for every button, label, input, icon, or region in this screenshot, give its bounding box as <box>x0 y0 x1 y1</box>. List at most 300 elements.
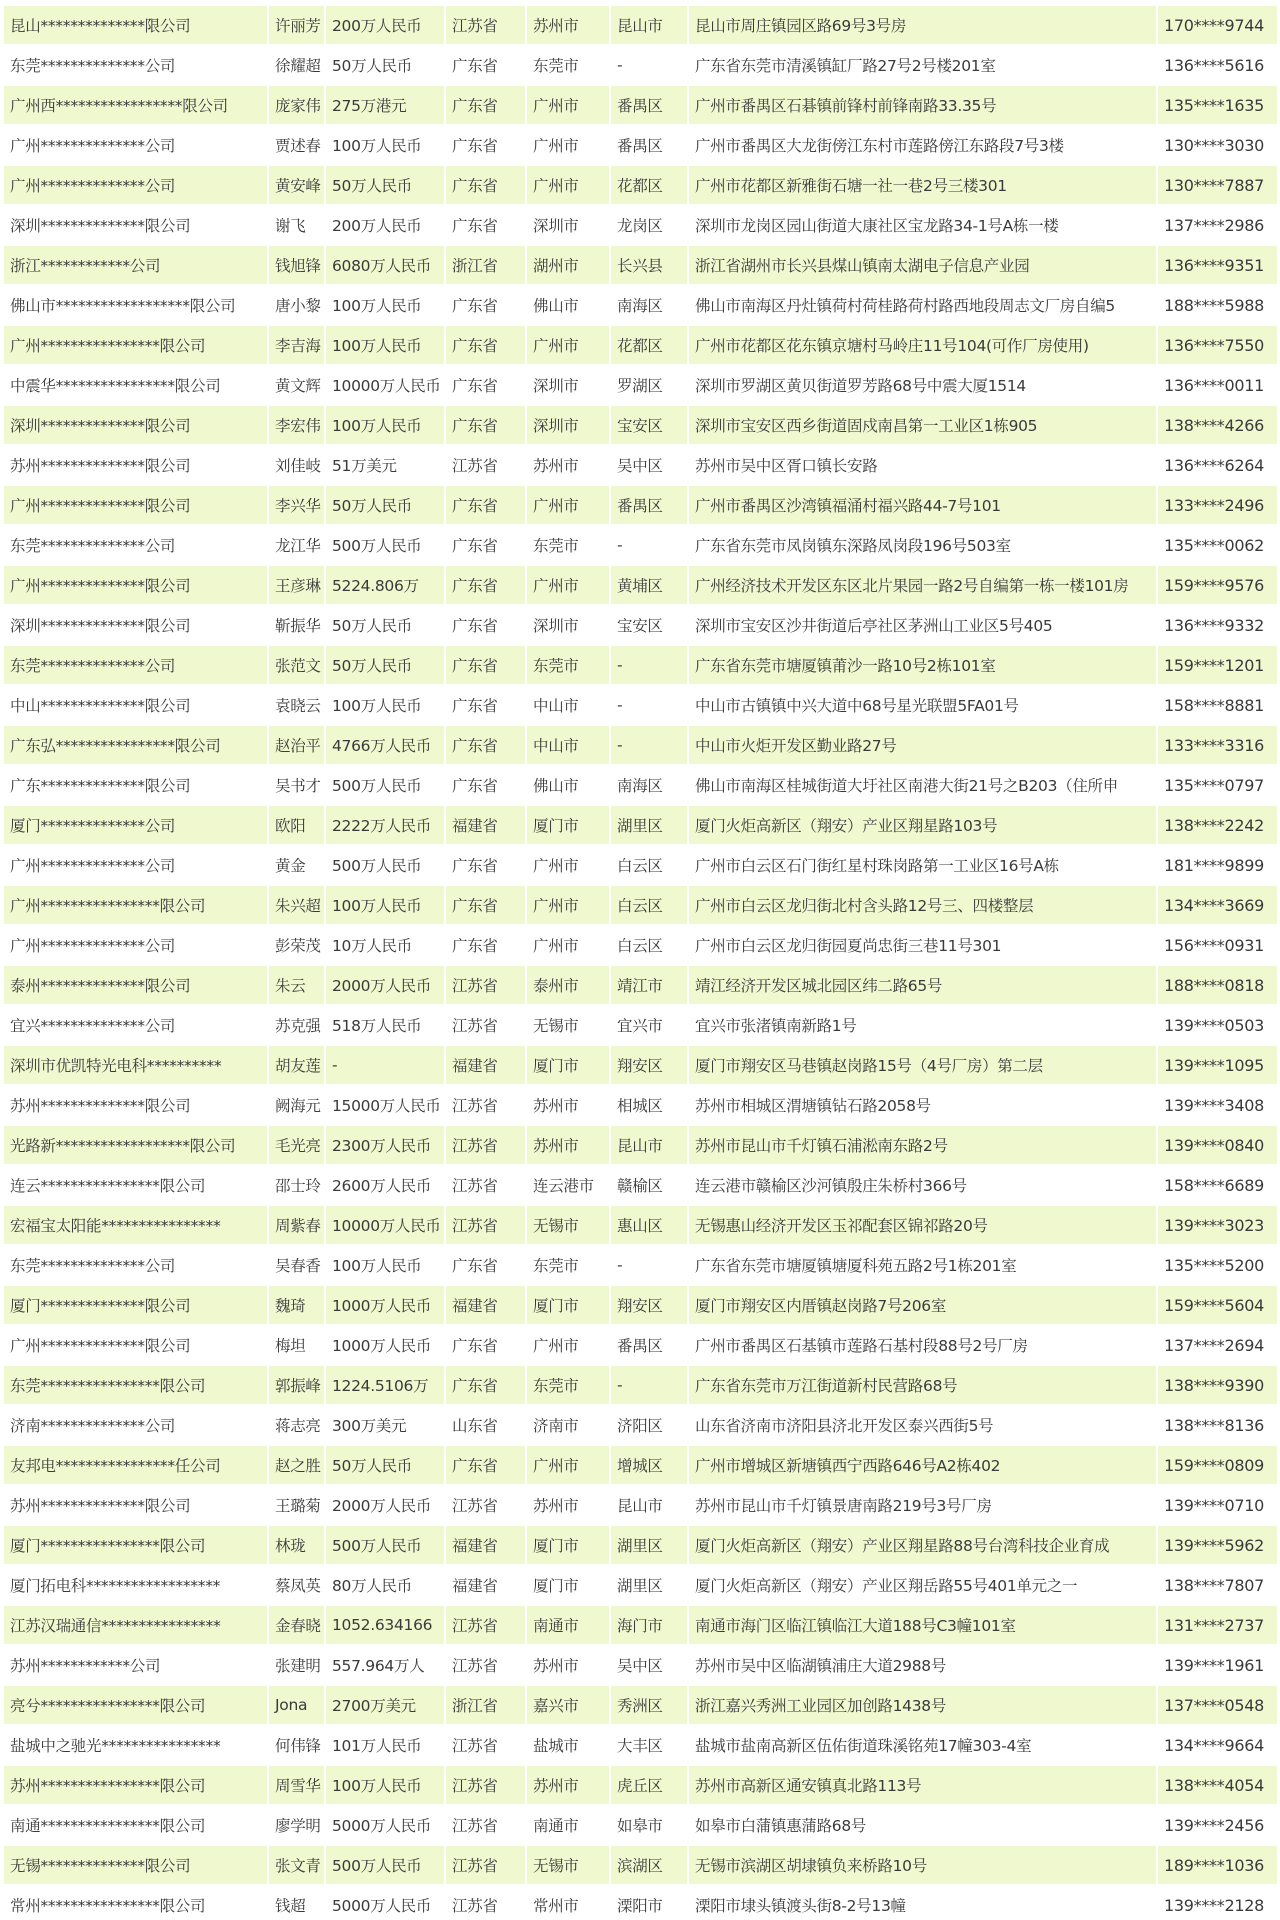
city-cell: 无锡市 <box>527 1006 609 1044</box>
legal-rep-cell: 朱兴超 <box>269 886 324 924</box>
registered-capital-cell: 5000万人民币 <box>326 1886 444 1920</box>
phone-cell: 136****6264 <box>1158 446 1277 484</box>
registered-capital-cell: 1000万人民币 <box>326 1326 444 1364</box>
address-cell: 宜兴市张渚镇南新路1号 <box>689 1006 1156 1044</box>
legal-rep-cell: 赵之胜 <box>269 1446 324 1484</box>
table-row <box>4 86 1277 124</box>
company-name-cell: 广州**************公司 <box>4 846 267 884</box>
city-cell: 深圳市 <box>527 606 609 644</box>
registered-capital-cell: 1052.634166 <box>326 1606 444 1644</box>
company-name-cell: 济南**************公司 <box>4 1406 267 1444</box>
address-cell: 广州市白云区石门街红星村珠岗路第一工业区16号A栋 <box>689 846 1156 884</box>
table-row <box>4 1766 1277 1804</box>
legal-rep-cell: 钱超 <box>269 1886 324 1920</box>
registered-capital-cell: 50万人民币 <box>326 486 444 524</box>
phone-cell: 135****0797 <box>1158 766 1277 804</box>
company-name-cell: 东莞**************公司 <box>4 646 267 684</box>
phone-cell: 159****0809 <box>1158 1446 1277 1484</box>
phone-cell: 136****9351 <box>1158 246 1277 284</box>
legal-rep-cell: 庞家伟 <box>269 86 324 124</box>
legal-rep-cell: 周紫春 <box>269 1206 324 1244</box>
address-cell: 广东省东莞市凤岗镇东深路凤岗段196号503室 <box>689 526 1156 564</box>
city-cell: 苏州市 <box>527 1646 609 1684</box>
legal-rep-cell: 贾述春 <box>269 126 324 164</box>
address-cell: 苏州市相城区渭塘镇钻石路2058号 <box>689 1086 1156 1124</box>
phone-cell: 135****0062 <box>1158 526 1277 564</box>
legal-rep-cell: 李兴华 <box>269 486 324 524</box>
table-row <box>4 1446 1277 1484</box>
phone-cell: 139****0710 <box>1158 1486 1277 1524</box>
legal-rep-cell: 欧阳 <box>269 806 324 844</box>
registered-capital-cell: 50万人民币 <box>326 606 444 644</box>
phone-cell: 139****3023 <box>1158 1206 1277 1244</box>
registered-capital-cell: 2000万人民币 <box>326 966 444 1004</box>
district-cell: 长兴县 <box>611 246 687 284</box>
legal-rep-cell: 许丽芳 <box>269 6 324 44</box>
city-cell: 苏州市 <box>527 1486 609 1524</box>
address-cell: 广州市番禺区沙湾镇福涌村福兴路44-7号101 <box>689 486 1156 524</box>
district-cell: 溧阳市 <box>611 1886 687 1920</box>
legal-rep-cell: 张范文 <box>269 646 324 684</box>
table-row <box>4 606 1277 644</box>
city-cell: 广州市 <box>527 566 609 604</box>
address-cell: 广州市白云区龙归街园夏尚忠街三巷11号301 <box>689 926 1156 964</box>
address-cell: 广东省东莞市塘厦镇莆沙一路10号2栋101室 <box>689 646 1156 684</box>
city-cell: 苏州市 <box>527 1126 609 1164</box>
address-cell: 广州市番禺区石基镇市莲路石基村段88号2号厂房 <box>689 1326 1156 1364</box>
table-row <box>4 486 1277 524</box>
table-row <box>4 366 1277 404</box>
address-cell: 中山市火炬开发区勤业路27号 <box>689 726 1156 764</box>
company-name-cell: 友邦电****************任公司 <box>4 1446 267 1484</box>
legal-rep-cell: 谢飞 <box>269 206 324 244</box>
city-cell: 泰州市 <box>527 966 609 1004</box>
district-cell: 宝安区 <box>611 406 687 444</box>
province-cell: 福建省 <box>446 1526 525 1564</box>
registered-capital-cell: 4766万人民币 <box>326 726 444 764</box>
legal-rep-cell: 唐小黎 <box>269 286 324 324</box>
table-row <box>4 846 1277 884</box>
registered-capital-cell: 500万人民币 <box>326 526 444 564</box>
registered-capital-cell: 500万人民币 <box>326 766 444 804</box>
address-cell: 佛山市南海区丹灶镇荷村荷桂路荷村路西地段周志文厂房自编5 <box>689 286 1156 324</box>
phone-cell: 139****0503 <box>1158 1006 1277 1044</box>
district-cell: 虎丘区 <box>611 1766 687 1804</box>
phone-cell: 159****1201 <box>1158 646 1277 684</box>
table-row <box>4 686 1277 724</box>
company-name-cell: 广东弘****************限公司 <box>4 726 267 764</box>
legal-rep-cell: 张建明 <box>269 1646 324 1684</box>
address-cell: 苏州市高新区通安镇真北路113号 <box>689 1766 1156 1804</box>
address-cell: 厦门市翔安区内厝镇赵岗路7号206室 <box>689 1286 1156 1324</box>
province-cell: 广东省 <box>446 686 525 724</box>
table-row <box>4 1246 1277 1284</box>
province-cell: 广东省 <box>446 886 525 924</box>
city-cell: 无锡市 <box>527 1206 609 1244</box>
district-cell: 靖江市 <box>611 966 687 1004</box>
province-cell: 江苏省 <box>446 1006 525 1044</box>
legal-rep-cell: 林珑 <box>269 1526 324 1564</box>
province-cell: 广东省 <box>446 406 525 444</box>
province-cell: 广东省 <box>446 766 525 804</box>
registered-capital-cell: - <box>326 1046 444 1084</box>
city-cell: 东莞市 <box>527 1246 609 1284</box>
phone-cell: 138****7807 <box>1158 1566 1277 1604</box>
district-cell: 惠山区 <box>611 1206 687 1244</box>
registered-capital-cell: 100万人民币 <box>326 326 444 364</box>
legal-rep-cell: 毛光亮 <box>269 1126 324 1164</box>
table-row <box>4 286 1277 324</box>
city-cell: 广州市 <box>527 86 609 124</box>
district-cell: - <box>611 1366 687 1404</box>
address-cell: 厦门火炬高新区（翔安）产业区翔星路88号台湾科技企业育成 <box>689 1526 1156 1564</box>
registered-capital-cell: 50万人民币 <box>326 1446 444 1484</box>
phone-cell: 135****1635 <box>1158 86 1277 124</box>
province-cell: 江苏省 <box>446 1486 525 1524</box>
address-cell: 厦门火炬高新区（翔安）产业区翔岳路55号401单元之一 <box>689 1566 1156 1604</box>
company-name-cell: 常州****************限公司 <box>4 1886 267 1920</box>
address-cell: 溧阳市埭头镇渡头街8-2号13幢 <box>689 1886 1156 1920</box>
province-cell: 江苏省 <box>446 1766 525 1804</box>
city-cell: 东莞市 <box>527 646 609 684</box>
province-cell: 浙江省 <box>446 246 525 284</box>
company-name-cell: 无锡**************限公司 <box>4 1846 267 1884</box>
registered-capital-cell: 1224.5106万 <box>326 1366 444 1404</box>
district-cell: 滨湖区 <box>611 1846 687 1884</box>
province-cell: 江苏省 <box>446 1086 525 1124</box>
legal-rep-cell: 袁晓云 <box>269 686 324 724</box>
legal-rep-cell: 徐耀超 <box>269 46 324 84</box>
city-cell: 厦门市 <box>527 1286 609 1324</box>
legal-rep-cell: 李宏伟 <box>269 406 324 444</box>
province-cell: 江苏省 <box>446 1606 525 1644</box>
city-cell: 南通市 <box>527 1806 609 1844</box>
company-name-cell: 广州****************限公司 <box>4 886 267 924</box>
city-cell: 深圳市 <box>527 206 609 244</box>
province-cell: 广东省 <box>446 326 525 364</box>
table-row <box>4 526 1277 564</box>
phone-cell: 158****8881 <box>1158 686 1277 724</box>
table-row <box>4 1286 1277 1324</box>
province-cell: 广东省 <box>446 1446 525 1484</box>
address-cell: 苏州市吴中区临湖镇浦庄大道2988号 <box>689 1646 1156 1684</box>
province-cell: 江苏省 <box>446 1886 525 1920</box>
address-cell: 深圳市罗湖区黄贝街道罗芳路68号中震大厦1514 <box>689 366 1156 404</box>
legal-rep-cell: 张文青 <box>269 1846 324 1884</box>
registered-capital-cell: 51万美元 <box>326 446 444 484</box>
phone-cell: 136****0011 <box>1158 366 1277 404</box>
table-row <box>4 1526 1277 1564</box>
company-name-cell: 佛山市******************限公司 <box>4 286 267 324</box>
table-row <box>4 1806 1277 1844</box>
legal-rep-cell: 靳振华 <box>269 606 324 644</box>
phone-cell: 138****4266 <box>1158 406 1277 444</box>
phone-cell: 159****5604 <box>1158 1286 1277 1324</box>
registered-capital-cell: 200万人民币 <box>326 206 444 244</box>
province-cell: 江苏省 <box>446 1646 525 1684</box>
province-cell: 广东省 <box>446 286 525 324</box>
district-cell: - <box>611 46 687 84</box>
table-row <box>4 166 1277 204</box>
district-cell: 相城区 <box>611 1086 687 1124</box>
table-row <box>4 966 1277 1004</box>
table-row <box>4 446 1277 484</box>
address-cell: 苏州市吴中区胥口镇长安路 <box>689 446 1156 484</box>
address-cell: 苏州市昆山市千灯镇石浦淞南东路2号 <box>689 1126 1156 1164</box>
city-cell: 无锡市 <box>527 1846 609 1884</box>
company-name-cell: 中震华****************限公司 <box>4 366 267 404</box>
company-name-cell: 广州**************公司 <box>4 166 267 204</box>
city-cell: 中山市 <box>527 726 609 764</box>
company-name-cell: 浙江************公司 <box>4 246 267 284</box>
phone-cell: 138****8136 <box>1158 1406 1277 1444</box>
province-cell: 广东省 <box>446 126 525 164</box>
registered-capital-cell: 5000万人民币 <box>326 1806 444 1844</box>
district-cell: 吴中区 <box>611 1646 687 1684</box>
registered-capital-cell: 100万人民币 <box>326 406 444 444</box>
registered-capital-cell: 100万人民币 <box>326 286 444 324</box>
city-cell: 中山市 <box>527 686 609 724</box>
legal-rep-cell: 苏克强 <box>269 1006 324 1044</box>
registered-capital-cell: 15000万人民币 <box>326 1086 444 1124</box>
company-name-cell: 广州**************限公司 <box>4 486 267 524</box>
district-cell: - <box>611 686 687 724</box>
district-cell: 宜兴市 <box>611 1006 687 1044</box>
district-cell: 翔安区 <box>611 1046 687 1084</box>
company-name-cell: 宜兴**************公司 <box>4 1006 267 1044</box>
province-cell: 江苏省 <box>446 1806 525 1844</box>
registered-capital-cell: 100万人民币 <box>326 126 444 164</box>
phone-cell: 133****3316 <box>1158 726 1277 764</box>
phone-cell: 139****5962 <box>1158 1526 1277 1564</box>
phone-cell: 134****3669 <box>1158 886 1277 924</box>
phone-cell: 170****9744 <box>1158 6 1277 44</box>
district-cell: 白云区 <box>611 846 687 884</box>
district-cell: 番禺区 <box>611 126 687 164</box>
phone-cell: 139****1961 <box>1158 1646 1277 1684</box>
city-cell: 广州市 <box>527 886 609 924</box>
city-cell: 广州市 <box>527 126 609 164</box>
district-cell: 济阳区 <box>611 1406 687 1444</box>
table-row <box>4 1366 1277 1404</box>
address-cell: 佛山市南海区桂城街道大圩社区南港大街21号之B203（住所申 <box>689 766 1156 804</box>
province-cell: 广东省 <box>446 86 525 124</box>
city-cell: 深圳市 <box>527 406 609 444</box>
city-cell: 苏州市 <box>527 1766 609 1804</box>
company-name-cell: 中山**************限公司 <box>4 686 267 724</box>
legal-rep-cell: 周雪华 <box>269 1766 324 1804</box>
address-cell: 无锡市滨湖区胡埭镇负来桥路10号 <box>689 1846 1156 1884</box>
city-cell: 广州市 <box>527 846 609 884</box>
city-cell: 盐城市 <box>527 1726 609 1764</box>
company-name-cell: 厦门**************限公司 <box>4 1286 267 1324</box>
company-name-cell: 昆山**************限公司 <box>4 6 267 44</box>
phone-cell: 136****9332 <box>1158 606 1277 644</box>
company-name-cell: 东莞**************公司 <box>4 526 267 564</box>
district-cell: - <box>611 726 687 764</box>
registered-capital-cell: 557.964万人 <box>326 1646 444 1684</box>
legal-rep-cell: 龙江华 <box>269 526 324 564</box>
province-cell: 广东省 <box>446 926 525 964</box>
address-cell: 广州市白云区龙归街北村含头路12号三、四楼整层 <box>689 886 1156 924</box>
legal-rep-cell: 蔡凤英 <box>269 1566 324 1604</box>
address-cell: 如皋市白蒲镇惠蒲路68号 <box>689 1806 1156 1844</box>
address-cell: 中山市古镇镇中兴大道中68号星光联盟5FA01号 <box>689 686 1156 724</box>
legal-rep-cell: 吴春香 <box>269 1246 324 1284</box>
registered-capital-cell: 100万人民币 <box>326 1246 444 1284</box>
province-cell: 江苏省 <box>446 1846 525 1884</box>
registered-capital-cell: 1000万人民币 <box>326 1286 444 1324</box>
registered-capital-cell: 2222万人民币 <box>326 806 444 844</box>
phone-cell: 136****5616 <box>1158 46 1277 84</box>
address-cell: 厦门市翔安区马巷镇赵岗路15号（4号厂房）第二层 <box>689 1046 1156 1084</box>
city-cell: 嘉兴市 <box>527 1686 609 1724</box>
phone-cell: 181****9899 <box>1158 846 1277 884</box>
phone-cell: 135****5200 <box>1158 1246 1277 1284</box>
phone-cell: 139****1095 <box>1158 1046 1277 1084</box>
address-cell: 广东省东莞市清溪镇缸厂路27号2号楼201室 <box>689 46 1156 84</box>
district-cell: 海门市 <box>611 1606 687 1644</box>
company-name-cell: 苏州************公司 <box>4 1646 267 1684</box>
district-cell: 番禺区 <box>611 486 687 524</box>
city-cell: 深圳市 <box>527 366 609 404</box>
province-cell: 广东省 <box>446 606 525 644</box>
province-cell: 广东省 <box>446 1366 525 1404</box>
city-cell: 厦门市 <box>527 1046 609 1084</box>
district-cell: 昆山市 <box>611 6 687 44</box>
phone-cell: 130****7887 <box>1158 166 1277 204</box>
company-name-cell: 泰州**************限公司 <box>4 966 267 1004</box>
table-row <box>4 406 1277 444</box>
district-cell: 南海区 <box>611 766 687 804</box>
company-name-cell: 东莞**************公司 <box>4 1246 267 1284</box>
registered-capital-cell: 2300万人民币 <box>326 1126 444 1164</box>
district-cell: 湖里区 <box>611 806 687 844</box>
registered-capital-cell: 50万人民币 <box>326 46 444 84</box>
district-cell: 宝安区 <box>611 606 687 644</box>
district-cell: 湖里区 <box>611 1566 687 1604</box>
address-cell: 深圳市宝安区西乡街道固戍南昌第一工业区1栋905 <box>689 406 1156 444</box>
city-cell: 厦门市 <box>527 806 609 844</box>
company-name-cell: 苏州****************限公司 <box>4 1766 267 1804</box>
phone-cell: 158****6689 <box>1158 1166 1277 1204</box>
phone-cell: 134****9664 <box>1158 1726 1277 1764</box>
address-cell: 广州市花都区花东镇京塘村马岭庄11号104(可作厂房使用) <box>689 326 1156 364</box>
legal-rep-cell: 李吉海 <box>269 326 324 364</box>
phone-cell: 138****9390 <box>1158 1366 1277 1404</box>
city-cell: 广州市 <box>527 1326 609 1364</box>
legal-rep-cell: 廖学明 <box>269 1806 324 1844</box>
company-name-cell: 亮兮****************限公司 <box>4 1686 267 1724</box>
phone-cell: 138****4054 <box>1158 1766 1277 1804</box>
province-cell: 江苏省 <box>446 966 525 1004</box>
address-cell: 浙江省湖州市长兴县煤山镇南太湖电子信息产业园 <box>689 246 1156 284</box>
legal-rep-cell: Jona <box>269 1686 324 1724</box>
city-cell: 连云港市 <box>527 1166 609 1204</box>
company-name-cell: 厦门**************公司 <box>4 806 267 844</box>
phone-cell: 139****2456 <box>1158 1806 1277 1844</box>
legal-rep-cell: 胡友莲 <box>269 1046 324 1084</box>
company-name-cell: 深圳**************限公司 <box>4 406 267 444</box>
table-row <box>4 1406 1277 1444</box>
province-cell: 福建省 <box>446 1046 525 1084</box>
table-row <box>4 46 1277 84</box>
company-name-cell: 连云****************限公司 <box>4 1166 267 1204</box>
registered-capital-cell: 10000万人民币 <box>326 1206 444 1244</box>
table-row <box>4 1726 1277 1764</box>
legal-rep-cell: 吴书才 <box>269 766 324 804</box>
address-cell: 广州经济技术开发区东区北片果园一路2号自编第一栋一楼101房 <box>689 566 1156 604</box>
registered-capital-cell: 2000万人民币 <box>326 1486 444 1524</box>
table-row <box>4 1206 1277 1244</box>
legal-rep-cell: 邵士玲 <box>269 1166 324 1204</box>
city-cell: 南通市 <box>527 1606 609 1644</box>
company-name-cell: 盐城中之驰光**************** <box>4 1726 267 1764</box>
registered-capital-cell: 300万美元 <box>326 1406 444 1444</box>
city-cell: 厦门市 <box>527 1566 609 1604</box>
province-cell: 江苏省 <box>446 1206 525 1244</box>
company-name-cell: 深圳**************限公司 <box>4 206 267 244</box>
city-cell: 广州市 <box>527 326 609 364</box>
registered-capital-cell: 100万人民币 <box>326 886 444 924</box>
province-cell: 江苏省 <box>446 446 525 484</box>
address-cell: 广州市增城区新塘镇西宁西路646号A2栋402 <box>689 1446 1156 1484</box>
address-cell: 广州市花都区新雅街石塘一社一巷2号三楼301 <box>689 166 1156 204</box>
district-cell: 花都区 <box>611 166 687 204</box>
legal-rep-cell: 彭荣茂 <box>269 926 324 964</box>
district-cell: 增城区 <box>611 1446 687 1484</box>
company-name-cell: 广州**************限公司 <box>4 1326 267 1364</box>
registered-capital-cell: 10万人民币 <box>326 926 444 964</box>
registered-capital-cell: 50万人民币 <box>326 646 444 684</box>
company-name-cell: 东莞****************限公司 <box>4 1366 267 1404</box>
legal-rep-cell: 王璐菊 <box>269 1486 324 1524</box>
district-cell: 昆山市 <box>611 1486 687 1524</box>
city-cell: 佛山市 <box>527 766 609 804</box>
district-cell: 番禺区 <box>611 1326 687 1364</box>
legal-rep-cell: 郭振峰 <box>269 1366 324 1404</box>
district-cell: 白云区 <box>611 926 687 964</box>
district-cell: 如皋市 <box>611 1806 687 1844</box>
table-row <box>4 1086 1277 1124</box>
province-cell: 广东省 <box>446 846 525 884</box>
city-cell: 苏州市 <box>527 1086 609 1124</box>
phone-cell: 137****2986 <box>1158 206 1277 244</box>
address-cell: 连云港市赣榆区沙河镇殷庄朱桥村366号 <box>689 1166 1156 1204</box>
registered-capital-cell: 10000万人民币 <box>326 366 444 404</box>
city-cell: 东莞市 <box>527 526 609 564</box>
city-cell: 苏州市 <box>527 446 609 484</box>
registered-capital-cell: 2600万人民币 <box>326 1166 444 1204</box>
company-name-cell: 南通****************限公司 <box>4 1806 267 1844</box>
registered-capital-cell: 6080万人民币 <box>326 246 444 284</box>
phone-cell: 139****2128 <box>1158 1886 1277 1920</box>
phone-cell: 188****5988 <box>1158 286 1277 324</box>
city-cell: 苏州市 <box>527 6 609 44</box>
table-row <box>4 206 1277 244</box>
district-cell: - <box>611 646 687 684</box>
legal-rep-cell: 钱旭锋 <box>269 246 324 284</box>
company-name-cell: 宏福宝太阳能**************** <box>4 1206 267 1244</box>
address-cell: 深圳市宝安区沙井街道后亭社区茅洲山工业区5号405 <box>689 606 1156 644</box>
phone-cell: 159****9576 <box>1158 566 1277 604</box>
district-cell: 花都区 <box>611 326 687 364</box>
company-name-cell: 厦门****************限公司 <box>4 1526 267 1564</box>
company-name-cell: 东莞**************公司 <box>4 46 267 84</box>
city-cell: 东莞市 <box>527 1366 609 1404</box>
company-table <box>2 4 1279 1920</box>
table-row <box>4 646 1277 684</box>
